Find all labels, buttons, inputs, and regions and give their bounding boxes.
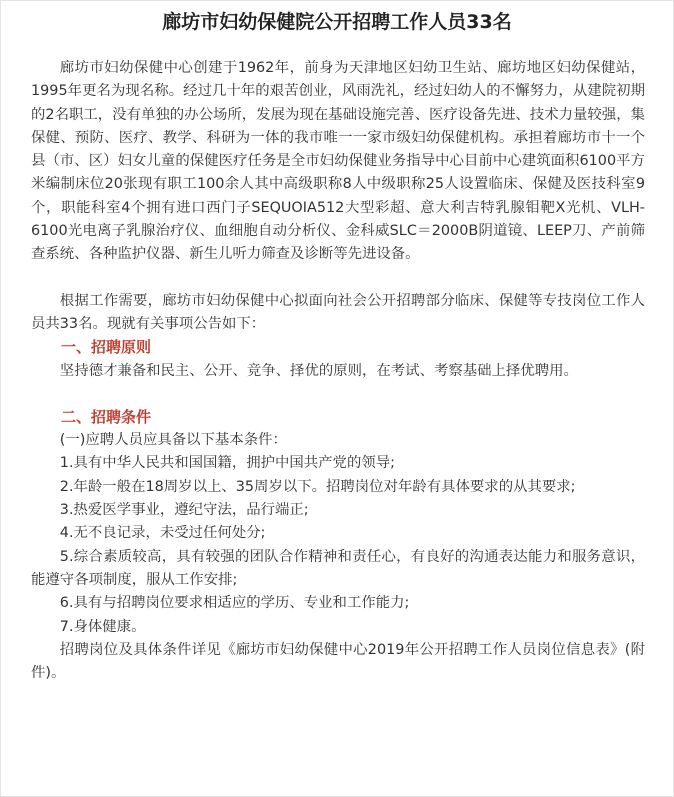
condition-item: 7.身体健康。 (59, 618, 146, 635)
section-heading-principles: 一、招聘原则 (61, 338, 152, 357)
intro-paragraph: 廊坊市妇幼保健中心创建于1962年，前身为天津地区妇幼卫生站、廊坊地区妇幼保健站，1995年更名为现名称。经过几十年的艰苦创业，风雨洗礼，经过妇幼人的不懈努力，从建院初期的2名职工，没有单独的办公场所，发展为现在基础设施完善、医疗设备先进、技术力量较强，集保健、预防、医疗、教学、科研为一体的我市唯一一家市级妇幼保健机构。承担着廊坊市十一个县（市、区）妇女儿童的保健医疗任务是全市妇幼保健业务指导中心目前中心建筑面积6100平方米编制床位20张现有职工100余人其中高级职称8人中级职称25人设置临床、保健及医技科室9个，职能科室4个拥有进口西门子SEQUOIA512大型彩超、意大利吉特乳腺钼靶X光机、VLH-6100光电离子乳腺治疗仪、血细胞自动分析仪、金科威SLC＝2000B阴道镜、LEEP刀、产前筛查系统、各种监护仪器、新生儿听力筛查及诊断等先进设备。 (31, 60, 645, 263)
condition-item: 3.热爱医学事业，遵纪守法，品行端正; (59, 502, 309, 519)
principles-paragraph: 坚持德才兼备和民主、公开、竞争、择优的原则，在考试、考察基础上择优聘用。 (59, 362, 578, 379)
article-title: 廊坊市妇幼保健院公开招聘工作人员33名 (162, 11, 512, 33)
conditions-intro: (一)应聘人员应具备以下基本条件： (59, 432, 287, 449)
condition-item: 5.综合素质较高，具有较强的团队合作精神和责任心，有良好的沟通表达能力和服务意识，能遵守各项制度，服从工作安排; (31, 548, 645, 588)
article-body (1, 37, 673, 685)
condition-item: 1.具有中华人民共和国国籍，拥护中国共产党的领导; (59, 455, 395, 472)
announcement-paragraph: 根据工作需要，廊坊市妇幼保健中心拟面向社会公开招聘部分临床、保健等专技岗位工作人员共33名。现就有关事项公告如下： (31, 292, 645, 332)
spacer (31, 383, 645, 406)
condition-item: 6.具有与招聘岗位要求相适应的学历、专业和工作能力; (59, 595, 410, 612)
condition-item: 4.无不良记录，未受过任何处分; (59, 525, 266, 542)
spacer (31, 267, 645, 290)
conditions-note: 招聘岗位及具体条件详见《廊坊市妇幼保健中心2019年公开招聘工作人员岗位信息表》(附件)。 (31, 641, 645, 682)
section-heading-conditions: 二、招聘条件 (61, 407, 152, 426)
condition-item: 2.年龄一般在18周岁以上、35周岁以下。招聘岗位对年龄有具体要求的从其要求; (59, 478, 576, 495)
